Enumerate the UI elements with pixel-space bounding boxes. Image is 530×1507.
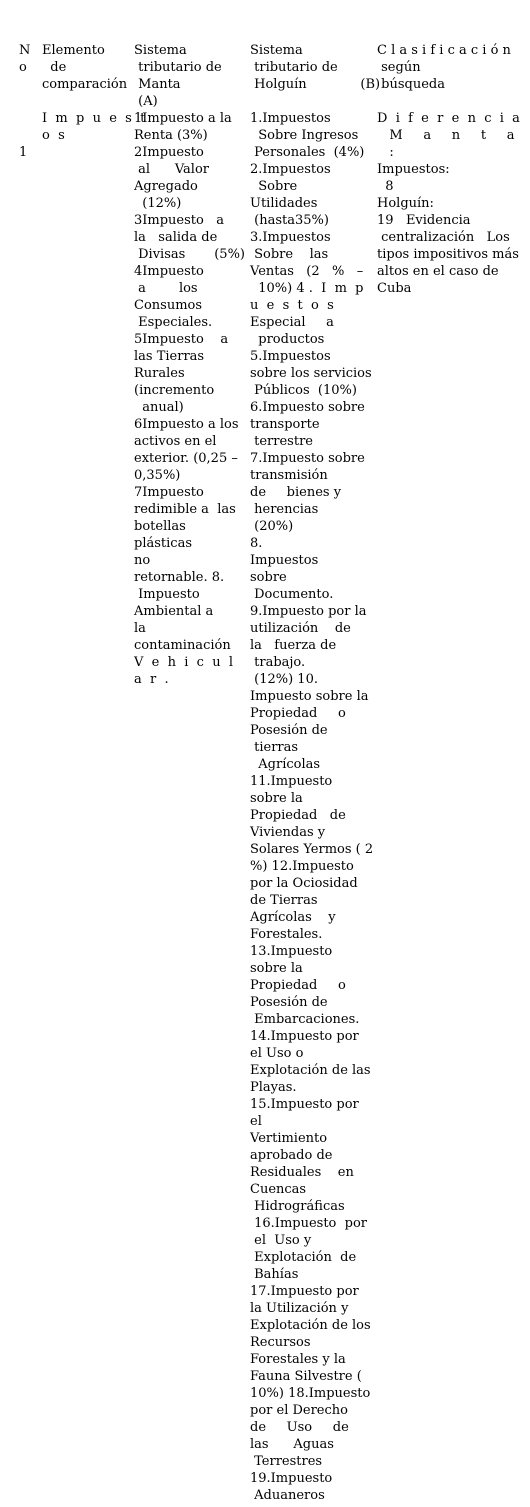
text-line: Cuba [377, 281, 412, 296]
text-line: Sobre [250, 179, 298, 194]
text-line: o [19, 60, 27, 75]
text-line: a los [134, 281, 198, 296]
text-line: Renta (3%) [134, 128, 208, 143]
text-line: búsqueda [377, 77, 445, 92]
text-line: Holguín (B) [250, 77, 381, 92]
text-line: 8 [377, 179, 394, 194]
text-line: Explotación de [250, 1250, 357, 1265]
text-line: 6Impuesto a los [134, 417, 239, 432]
text-line: de [42, 60, 67, 75]
text-line: de bienes y [250, 485, 342, 500]
text-line: 4Impuesto [134, 264, 204, 279]
text-line: aprobado de [250, 1148, 333, 1163]
text-line: plásticas [134, 536, 192, 551]
text-line: utilización de [250, 621, 351, 636]
text-line: Explotación de las [250, 1063, 371, 1078]
header-clasificacion [377, 42, 527, 93]
text-line: 7.Impuesto sobre [250, 451, 365, 466]
text-line: 16.Impuesto por [250, 1216, 368, 1231]
text-line: por la Ociosidad [250, 876, 358, 891]
text-line: Sistema [134, 43, 187, 58]
text-line: Viviendas y [250, 825, 326, 840]
text-line: Ventas (2 % – [250, 264, 364, 279]
text-line: el Uso y [250, 1233, 312, 1248]
text-line: u e s t o s [250, 298, 334, 313]
text-line: exterior. (0,25 – [134, 451, 238, 466]
row-elemento [42, 110, 146, 144]
text-line: Consumos [134, 298, 203, 313]
text-line: Impuestos [250, 553, 319, 568]
text-line: Propiedad o [250, 706, 346, 721]
row-number [19, 110, 39, 195]
text-line: según [377, 60, 421, 75]
text-line: por el Derecho [250, 1403, 348, 1418]
text-line: Divisas (5%) [134, 247, 246, 262]
text-line: Agrícolas [250, 757, 321, 772]
row-clasificacion-cell [377, 110, 527, 297]
text-line: 5Impuesto a [134, 332, 229, 347]
text-line: Residuales en [250, 1165, 354, 1180]
text-line: Documento. [250, 587, 334, 602]
text-line: botellas [134, 519, 186, 534]
text-line: Fauna Silvestre ( [250, 1369, 362, 1384]
text-line: o s [42, 128, 65, 143]
text-line: 3Impuesto a [134, 213, 224, 228]
text-line: Terrestres [250, 1454, 323, 1469]
text-line: a r . [134, 672, 169, 687]
text-line: de Uso de [250, 1420, 349, 1435]
text-line: Holguín: [377, 196, 434, 211]
text-line: Rurales [134, 366, 185, 381]
text-line: activos en el [134, 434, 217, 449]
text-line: (hasta35%) [250, 213, 329, 228]
text-line: 2Impuesto [134, 145, 204, 160]
text-line: 8. [250, 536, 263, 551]
header-no [19, 42, 39, 76]
text-line: anual) [134, 400, 184, 415]
text-line: el Uso o [250, 1046, 304, 1061]
text-line: 10%) 4 . I m p [250, 281, 364, 296]
text-line: terrestre [250, 434, 313, 449]
text-line: C l a s i f i c a c i ó n [377, 43, 511, 58]
text-line: Propiedad de [250, 808, 346, 823]
text-line: 7Impuesto [134, 485, 204, 500]
text-line: Agrícolas y [250, 910, 336, 925]
text-line: 0,35%) [134, 468, 181, 483]
text-line: 19 Evidencia [377, 213, 471, 228]
text-line: 10%) 18.Impuesto [250, 1386, 371, 1401]
header-manta [134, 42, 246, 110]
text-line: D i f e r e n c i a [377, 111, 520, 126]
text-line: Bahías [250, 1267, 299, 1282]
text-line: 9.Impuesto por la [250, 604, 367, 619]
text-line: M a n t a [377, 128, 515, 143]
text-line: Recursos [250, 1335, 311, 1350]
text-line: Explotación de los [250, 1318, 371, 1333]
text-line: Hidrográficas [250, 1199, 345, 1214]
text-line: transporte [250, 417, 320, 432]
text-line: la [134, 621, 146, 636]
text-line: el [250, 1114, 262, 1129]
text-line: altos en el caso de [377, 264, 499, 279]
text-line: Sobre Ingresos [250, 128, 359, 143]
row-manta-cell [134, 110, 246, 688]
text-line: redimible a las [134, 502, 236, 517]
text-line: centralización Los [377, 230, 510, 245]
text-line: retornable. 8. [134, 570, 225, 585]
text-line: Especial a [250, 315, 334, 330]
text-line: Posesión de [250, 723, 328, 738]
text-line: contaminación [134, 638, 231, 653]
text-line: transmisión [250, 468, 328, 483]
text-line: Impuesto [134, 587, 200, 602]
text-line: (12%) [134, 196, 182, 211]
text-line: Solares Yermos ( 2 [250, 842, 374, 857]
row-holguin-cell [250, 110, 374, 1504]
text-line: comparación [42, 77, 128, 92]
text-line: 1Impuesto a la [134, 111, 232, 126]
text-line: de Tierras [250, 893, 318, 908]
text-line: Manta [134, 77, 181, 92]
text-line: la fuerza de [250, 638, 337, 653]
text-line: 5.Impuestos [250, 349, 331, 364]
text-line: tipos impositivos más [377, 247, 519, 262]
text-line: las Tierras [134, 349, 205, 364]
text-line: herencias [250, 502, 319, 517]
text-line: no [134, 553, 151, 568]
text-line: 13.Impuesto [250, 944, 333, 959]
header-elemento [42, 42, 132, 93]
text-line: 11.Impuesto [250, 774, 333, 789]
text-line: Aduaneros [250, 1488, 325, 1503]
text-line: I m p u e s t [42, 111, 146, 126]
text-line: (12%) 10. [250, 672, 318, 687]
text-line: Públicos (10%) [250, 383, 357, 398]
text-line: Personales (4%) [250, 145, 365, 160]
text-line: Sistema [250, 43, 303, 58]
text-line: 15.Impuesto por [250, 1097, 359, 1112]
text-line: Ambiental a [134, 604, 214, 619]
text-line: V e h i c u l [134, 655, 234, 670]
text-line: 6.Impuesto sobre [250, 400, 365, 415]
row-number-value: 1 [19, 145, 28, 160]
text-line: Impuestos: [377, 162, 450, 177]
text-line: sobre los servicios [250, 366, 372, 381]
text-line: sobre la [250, 791, 303, 806]
text-line: la salida de [134, 230, 218, 245]
text-line: Forestales y la [250, 1352, 346, 1367]
text-line: tributario de [250, 60, 338, 75]
text-line: (incremento [134, 383, 215, 398]
text-line: Cuencas [250, 1182, 307, 1197]
text-line: sobre la [250, 961, 303, 976]
text-line: sobre [250, 570, 287, 585]
text-line: (20%) [250, 519, 294, 534]
text-line: Elemento [42, 43, 105, 58]
text-line: productos [250, 332, 325, 347]
text-line: al Valor [134, 162, 209, 177]
text-line: la Utilización y [250, 1301, 349, 1316]
text-line: 19.Impuesto [250, 1471, 333, 1486]
text-line: tierras [250, 740, 299, 755]
text-line: Playas. [250, 1080, 297, 1095]
text-line: Agregado [134, 179, 198, 194]
text-line: las Aguas [250, 1437, 334, 1452]
text-line: Posesión de [250, 995, 328, 1010]
text-line: Vertimiento [250, 1131, 328, 1146]
text-line: 17.Impuesto por [250, 1284, 359, 1299]
text-line: : [377, 145, 394, 160]
text-line: Impuesto sobre la [250, 689, 369, 704]
text-line: tributario de [134, 60, 222, 75]
text-line: N [19, 43, 31, 58]
text-line: Utilidades [250, 196, 318, 211]
header-holguin [250, 42, 381, 93]
text-line: 3.Impuestos [250, 230, 331, 245]
text-line: 1.Impuestos [250, 111, 331, 126]
text-line: trabajo. [250, 655, 306, 670]
text-line: %) 12.Impuesto [250, 859, 354, 874]
text-line: 14.Impuesto por [250, 1029, 359, 1044]
text-line: Propiedad o [250, 978, 346, 993]
text-line: Especiales. [134, 315, 213, 330]
text-line: (A) [134, 94, 158, 109]
text-line: Sobre las [250, 247, 329, 262]
text-line: Embarcaciones. [250, 1012, 360, 1027]
text-line: Forestales. [250, 927, 323, 942]
text-line: 2.Impuestos [250, 162, 331, 177]
